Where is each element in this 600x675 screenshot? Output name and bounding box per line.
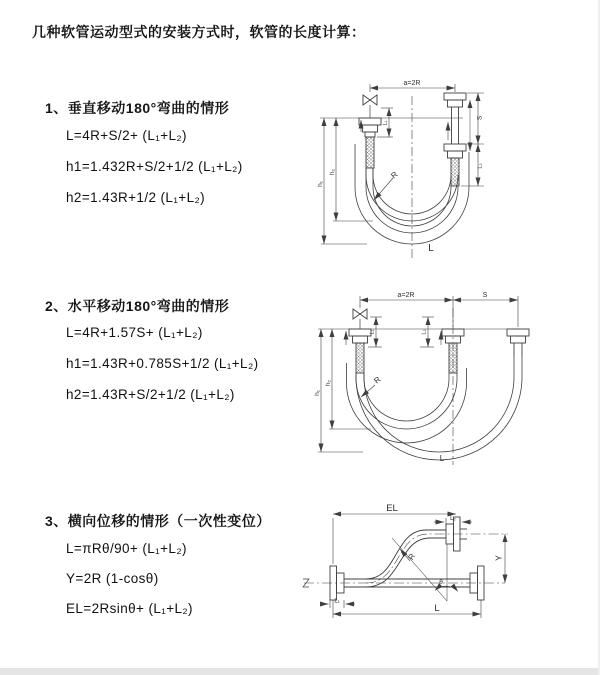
label-theta: θ [439,579,443,586]
section3-formula-Y: Y=2R (1-cosθ) [66,571,159,586]
label-el: EL [386,503,398,514]
label-r: R [372,374,383,386]
label-l2: L₂ [421,329,428,335]
page-edge-bottom [0,668,600,675]
section3-formula-L: L=πRθ/90+ (L₁+L₂) [66,541,187,556]
section2-formula-L: L=4R+1.57S+ (L₁+L₂) [66,325,203,340]
radius-leader [374,178,393,200]
label-s: S [476,115,484,121]
right-fitting [507,329,529,356]
label-h1: h₁ [314,390,321,396]
middle-fitting [442,329,464,373]
label-h2: h₂ [329,168,336,176]
label-l2: L₂ [450,516,456,522]
label-y: Y [493,555,504,561]
label-l2: L₂ [477,163,484,169]
section1-heading: 1、垂直移动180°弯曲的情形 [45,100,230,116]
section2-formula-h2: h2=1.43R+S/2+1/2 (L₁+L₂) [66,387,235,402]
section1-formula-h1: h1=1.432R+S/2+1/2 (L₁+L₂) [66,159,243,174]
diagram-u-bend-vertical [315,72,585,262]
label-h2: h₂ [325,379,332,387]
diagram-u-bend-horizontal [313,283,598,473]
page-title: 几种软管运动型式的安装方式时，软管的长度计算： [32,24,366,40]
section1-formula-L: L=4R+S/2+ (L₁+L₂) [66,128,187,143]
left-fitting [349,329,371,373]
radius-leader [361,385,375,397]
label-l: L [434,603,440,614]
section1-formula-h2: h2=1.43R+1/2 (L₁+L₂) [66,190,206,205]
radius-line-diagonal [392,538,447,601]
valve-icon [353,309,367,319]
left-fitting [359,118,381,168]
section2-heading: 2、水平移动180°弯曲的情形 [45,298,230,314]
label-l1: L₁ [382,120,389,126]
hose-s-curve [344,530,508,587]
section3-heading: 3、横向位移的情形（一次性变位） [45,513,271,529]
label-h1: h₁ [317,181,324,187]
label-a2r: a=2R [397,292,415,299]
hose-u-bend [347,356,523,460]
section3-formula-EL: EL=2Rsinθ+ (L₁+L₂) [66,601,193,616]
label-l1: L₁ [369,329,376,335]
right-fitting [444,93,466,186]
label-l: L [428,243,434,254]
label-s: S [482,292,488,299]
label-l: L [439,454,445,463]
label-r: R [389,169,400,181]
section2-formula-h1: h1=1.43R+0.785S+1/2 (L₁+L₂) [66,356,259,371]
label-a2r: a=2R [403,80,421,87]
label-r: R [406,551,418,562]
diagram-s-curve-lateral [300,500,600,650]
label-l1: L₁ [334,598,340,605]
valve-icon [363,95,377,105]
